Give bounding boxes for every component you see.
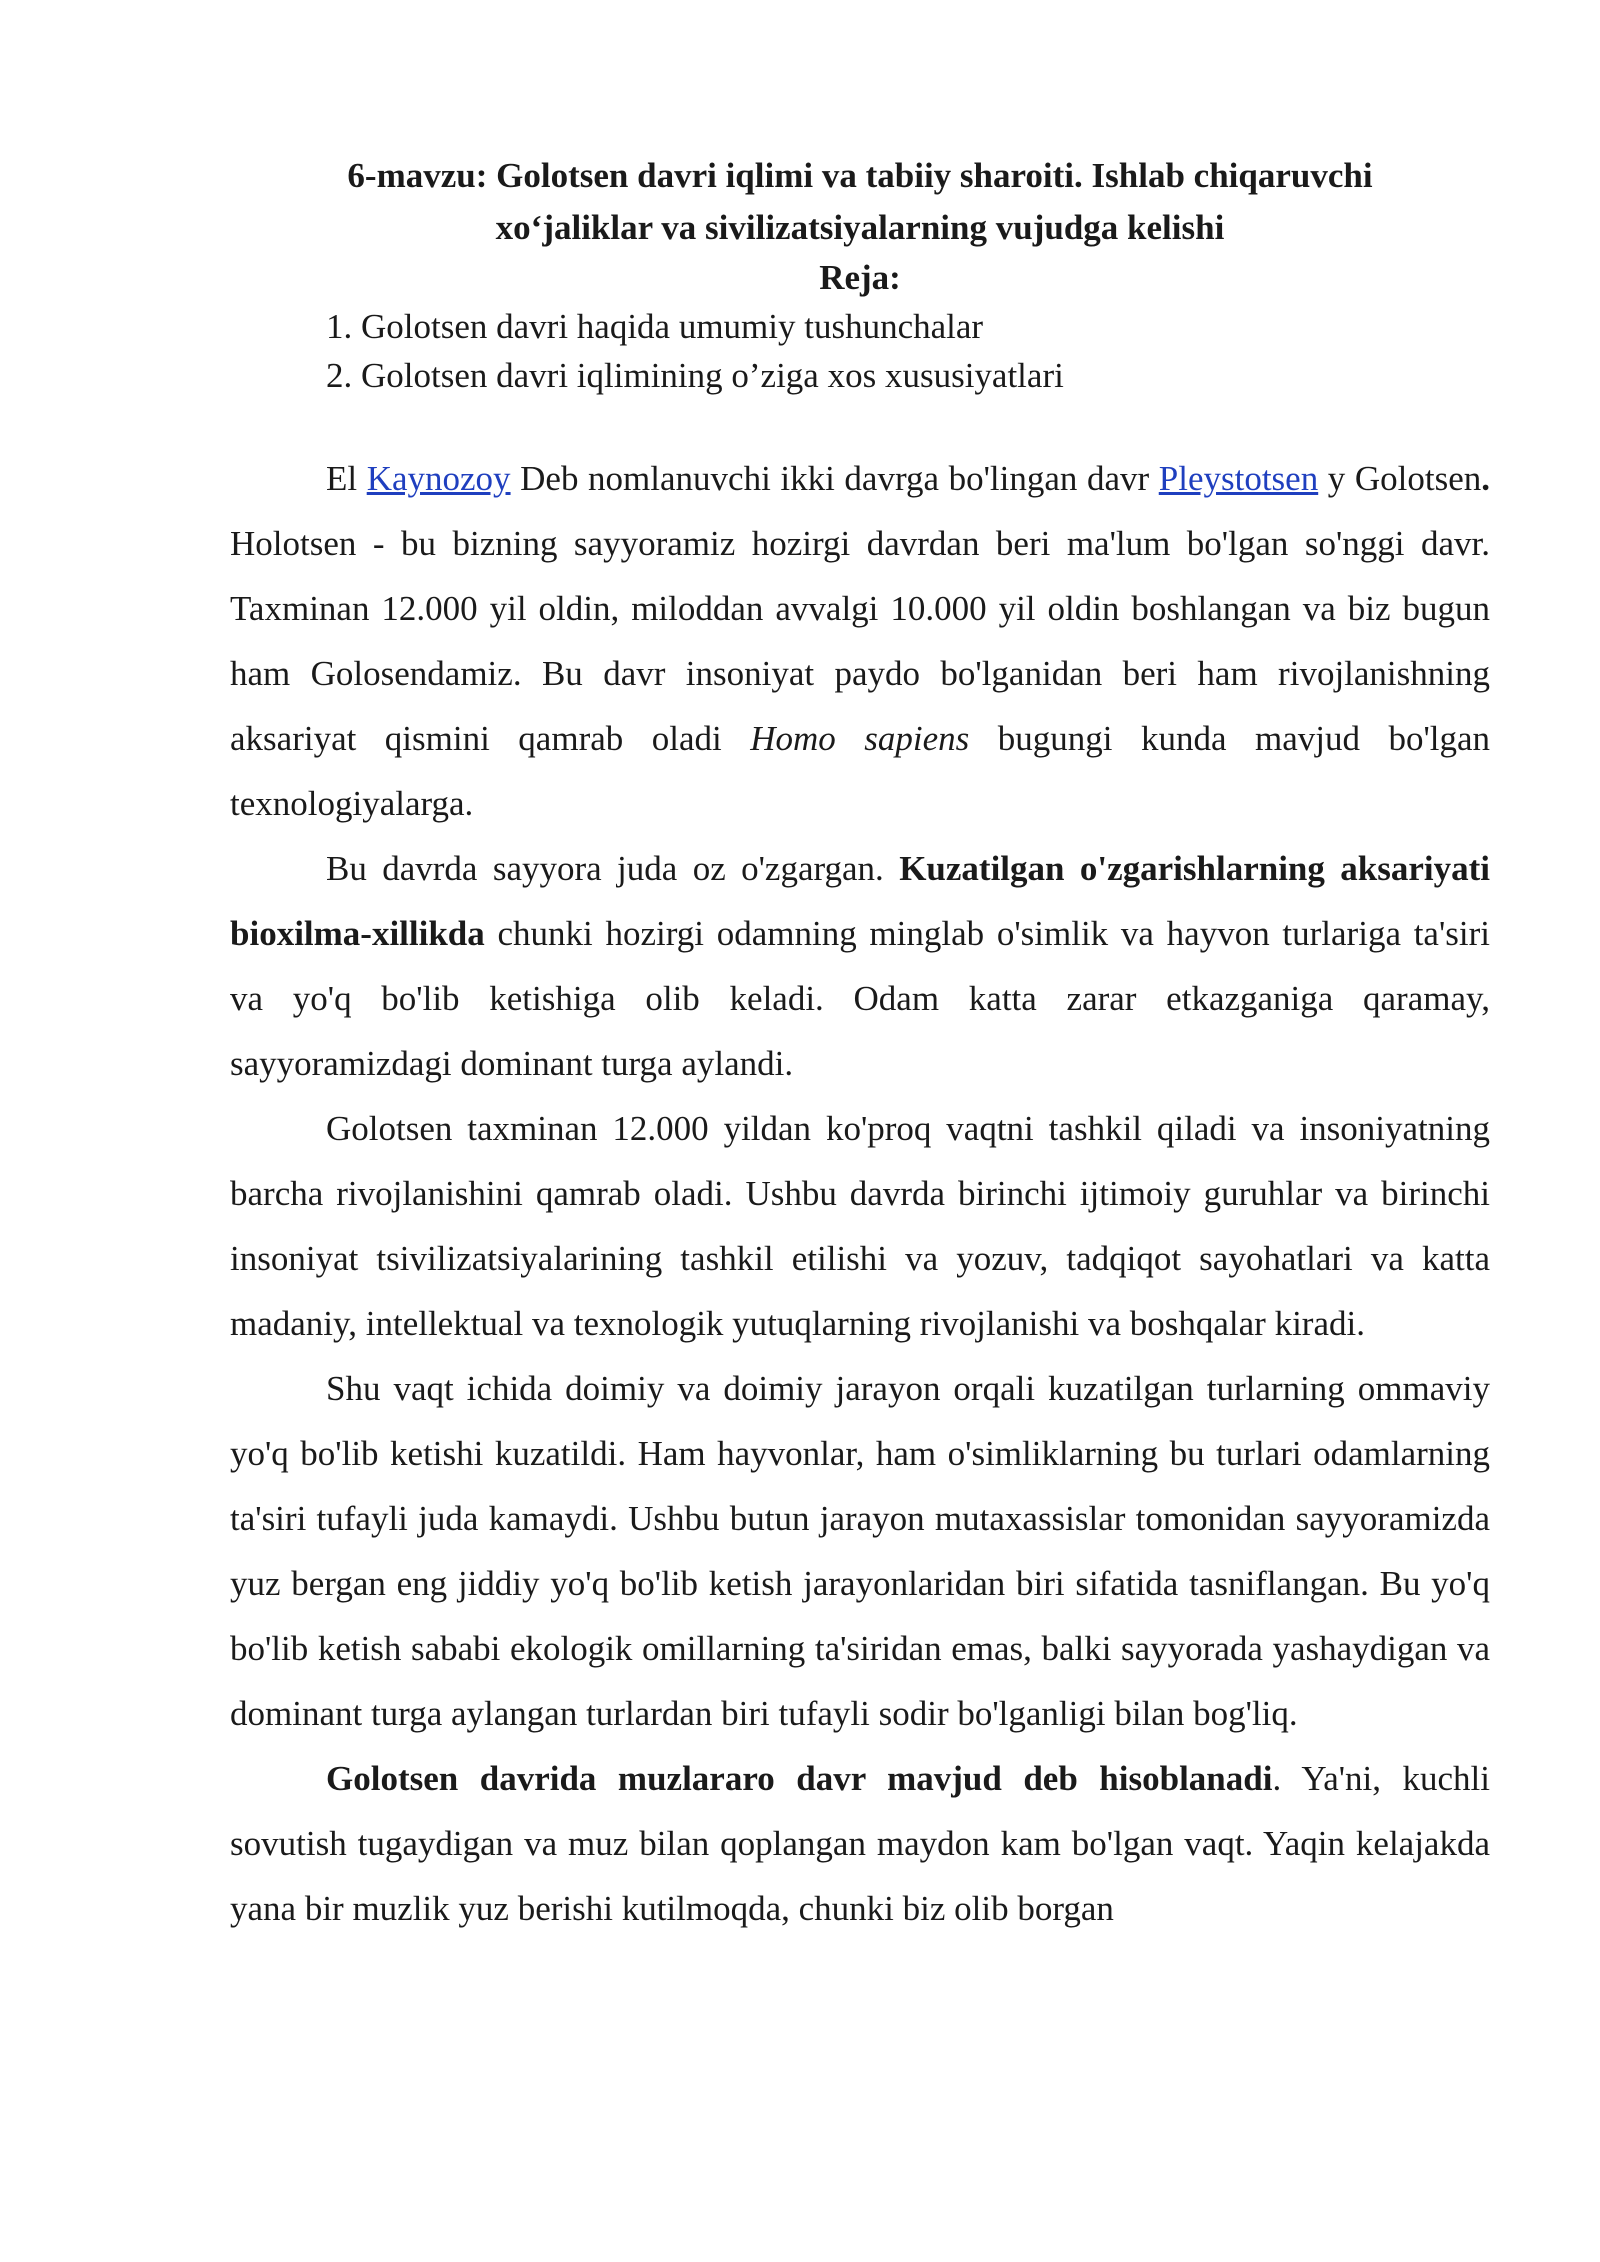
paragraph-1: [230, 446, 1490, 836]
paragraph-3: [230, 1096, 1490, 1356]
document-page: [230, 150, 1490, 1941]
plan-heading: Reja:: [819, 258, 901, 297]
kaynozoy-link[interactable]: Kaynozoy: [366, 459, 511, 498]
text-run: Deb nomlanuvchi ikki davrga bo'lingan davr: [510, 459, 1159, 498]
text-run: Bu davrda sayyora juda oz o'zgargan.: [326, 849, 900, 888]
plan-list: [326, 302, 1490, 400]
italic-run: Homo sapiens: [750, 719, 970, 758]
plan-item: 2. Golotsen davri iqlimining o’ziga xos xususiyatlari: [326, 356, 1064, 395]
text-run: chunki hozirgi odamning minglab o'simlik va hayvon turlariga ta'siri va yo'q bo'lib ketishiga olib keladi. Odam katta zarar etkazganiga qaramay, sayyoramizdagi dominant turga aylandi.: [230, 914, 1490, 1083]
document-title: 6-mavzu: Golotsen davri iqlimi va tabiiy sharoiti. Ishlab chiqaruvchi xo‘jaliklar va sivilizatsiyalarning vujudga kelishi: [347, 156, 1373, 247]
text-run: . Ya'ni, kuchli sovutish tugaydigan va muz bilan qoplangan maydon kam bo'lgan vaqt. Yaqin kelajakda yana bir muzlik yuz berishi kutilmoqda, chunki biz olib borgan: [230, 1759, 1490, 1928]
paragraph-2: [230, 836, 1490, 1096]
body-text: [230, 446, 1490, 1941]
text-run: y Golotsen: [1318, 459, 1482, 498]
plan-item: 1. Golotsen davri haqida umumiy tushunchalar: [326, 307, 984, 346]
text-run: Holotsen - bu bizning sayyoramiz hozirgi davrdan beri ma'lum bo'lgan so'nggi davr. Taxminan 12.000 yil oldin, miloddan avvalgi 10.000 yil oldin boshlangan va biz bugun ham Golosendamiz. Bu davr insoniyat paydo bo'lganidan beri ham rivojlanishning aksariyat qismini qamrab oladi: [230, 524, 1490, 758]
text-run: El: [326, 459, 367, 498]
pleystotsen-link[interactable]: Pleystotsen: [1158, 459, 1319, 498]
text-run: Shu vaqt ichida doimiy va doimiy jarayon orqali kuzatilgan turlarning ommaviy yo'q bo'lib ketishi kuzatildi. Ham hayvonlar, ham o'simliklarning bu turlari odamlarning ta'siri tufayli juda kamaydi. Ushbu butun jarayon mutaxassislar tomonidan sayyoramizda yuz bergan eng jiddiy yo'q bo'lib ketish jarayonlaridan biri sifatida tasniflangan. Bu yo'q bo'lib ketish sababi ekologik omillarning ta'siridan emas, balki sayyorada yashaydigan va dominant turga aylangan turlardan biri tufayli sodir bo'lganligi bilan bog'liq.: [230, 1369, 1490, 1733]
text-run: Golotsen taxminan 12.000 yildan ko'proq vaqtni tashkil qiladi va insoniyatning barcha rivojlanishini qamrab oladi. Ushbu davrda birinchi ijtimoiy guruhlar va birinchi insoniyat tsivilizatsiyalarining tashkil etilishi va yozuv, tadqiqot sayohatlari va katta madaniy, intellektual va texnologik yutuqlarning rivojlanishi va boshqalar kiradi.: [230, 1109, 1490, 1343]
text-run: bugungi kunda mavjud bo'lgan texnologiyalarga.: [230, 719, 1491, 823]
bold-run: Kuzatilgan o'zgarishlarning aksariyati bioxilma-xillikda: [230, 849, 1490, 953]
bold-run: Golotsen davrida muzlararo davr mavjud deb hisoblanadi: [326, 1759, 1273, 1798]
paragraph-5: [230, 1746, 1490, 1941]
bold-run: .: [1481, 459, 1491, 498]
paragraph-4: [230, 1356, 1490, 1746]
